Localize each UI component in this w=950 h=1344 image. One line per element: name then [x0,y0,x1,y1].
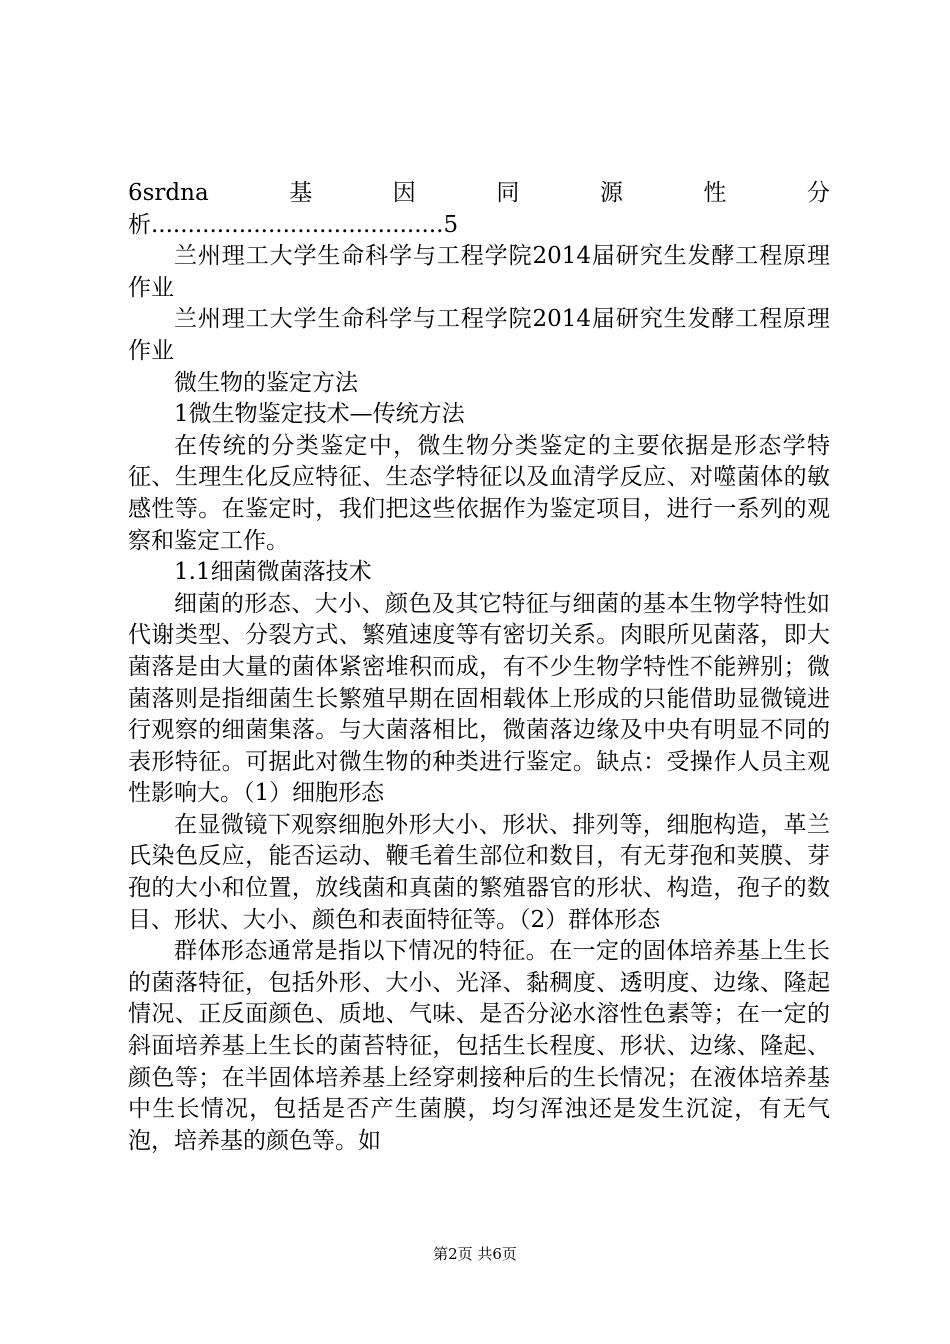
toc-word: 性 [703,180,727,206]
toc-word: 分 [806,180,830,206]
toc-word: 因 [392,180,416,206]
toc-entry-line-1 [128,178,830,210]
header-note: 兰州理工大学生命科学与工程学院2014届研究生发酵工程原理作业 [128,243,830,301]
toc-word: 源 [599,180,623,206]
header-note: 兰州理工大学生命科学与工程学院2014届研究生发酵工程原理作业 [128,306,830,364]
paragraph: 在传统的分类鉴定中，微生物分类鉴定的主要依据是形态学特征、生理生化反应特征、生态学特征以及血清学反应、对噬菌体的敏感性等。在鉴定时，我们把这些依据作为鉴定项目，进行一系列的观察和鉴定工作。 [128,432,830,554]
section-heading: 1微生物鉴定技术—传统方法 [174,401,465,428]
document-body [128,178,830,1157]
paragraph: 群体形态通常是指以下情况的特征。在一定的固体培养基上生长的菌落特征，包括外形、大小、光泽、黏稠度、透明度、边缘、隆起情况、正反面颜色、质地、气味、是否分泌水溶性色素等；在一定的斜面培养基上生长的菌苔特征，包括生长程度、形状、边缘、隆起、颜色等；在半固体培养基上经穿刺接种后的生长情况；在液体培养基中生长情况，包括是否产生菌膜，均匀浑浊还是发生沉淀，有无气泡，培养基的颜色等。如 [128,938,830,1154]
toc-word: 6srdna [128,180,209,206]
toc-word: 同 [496,180,520,206]
toc-entry-line-2: 析........................................5 [128,211,459,238]
paragraph: 在显微镜下观察细胞外形大小、形状、排列等，细胞构造，革兰氏染色反应，能否运动、鞭毛着生部位和数目，有无芽孢和荚膜、芽孢的大小和位置，放线菌和真菌的繁殖器官的形状、构造，孢子的数目、形状、大小、颜色和表面特征等。（2）群体形态 [128,811,830,933]
subsection-heading: 1.1细菌微菌落技术 [174,559,372,586]
page-footer: 第2页 共6页 [433,1245,517,1263]
section-title: 微生物的鉴定方法 [174,369,358,396]
toc-word: 基 [289,180,313,206]
paragraph: 细菌的形态、大小、颜色及其它特征与细菌的基本生物学特性如代谢类型、分裂方式、繁殖速度等有密切关系。肉眼所见菌落，即大菌落是由大量的菌体紧密堆积而成，有不少生物学特性不能辨别；微菌落则是指细菌生长繁殖早期在固相载体上形成的只能借助显微镜进行观察的细菌集落。与大菌落相比，微菌落边缘及中央有明显不同的表形特征。可据此对微生物的种类进行鉴定。缺点：受操作人员主观性影响大。（1）细胞形态 [128,590,830,807]
